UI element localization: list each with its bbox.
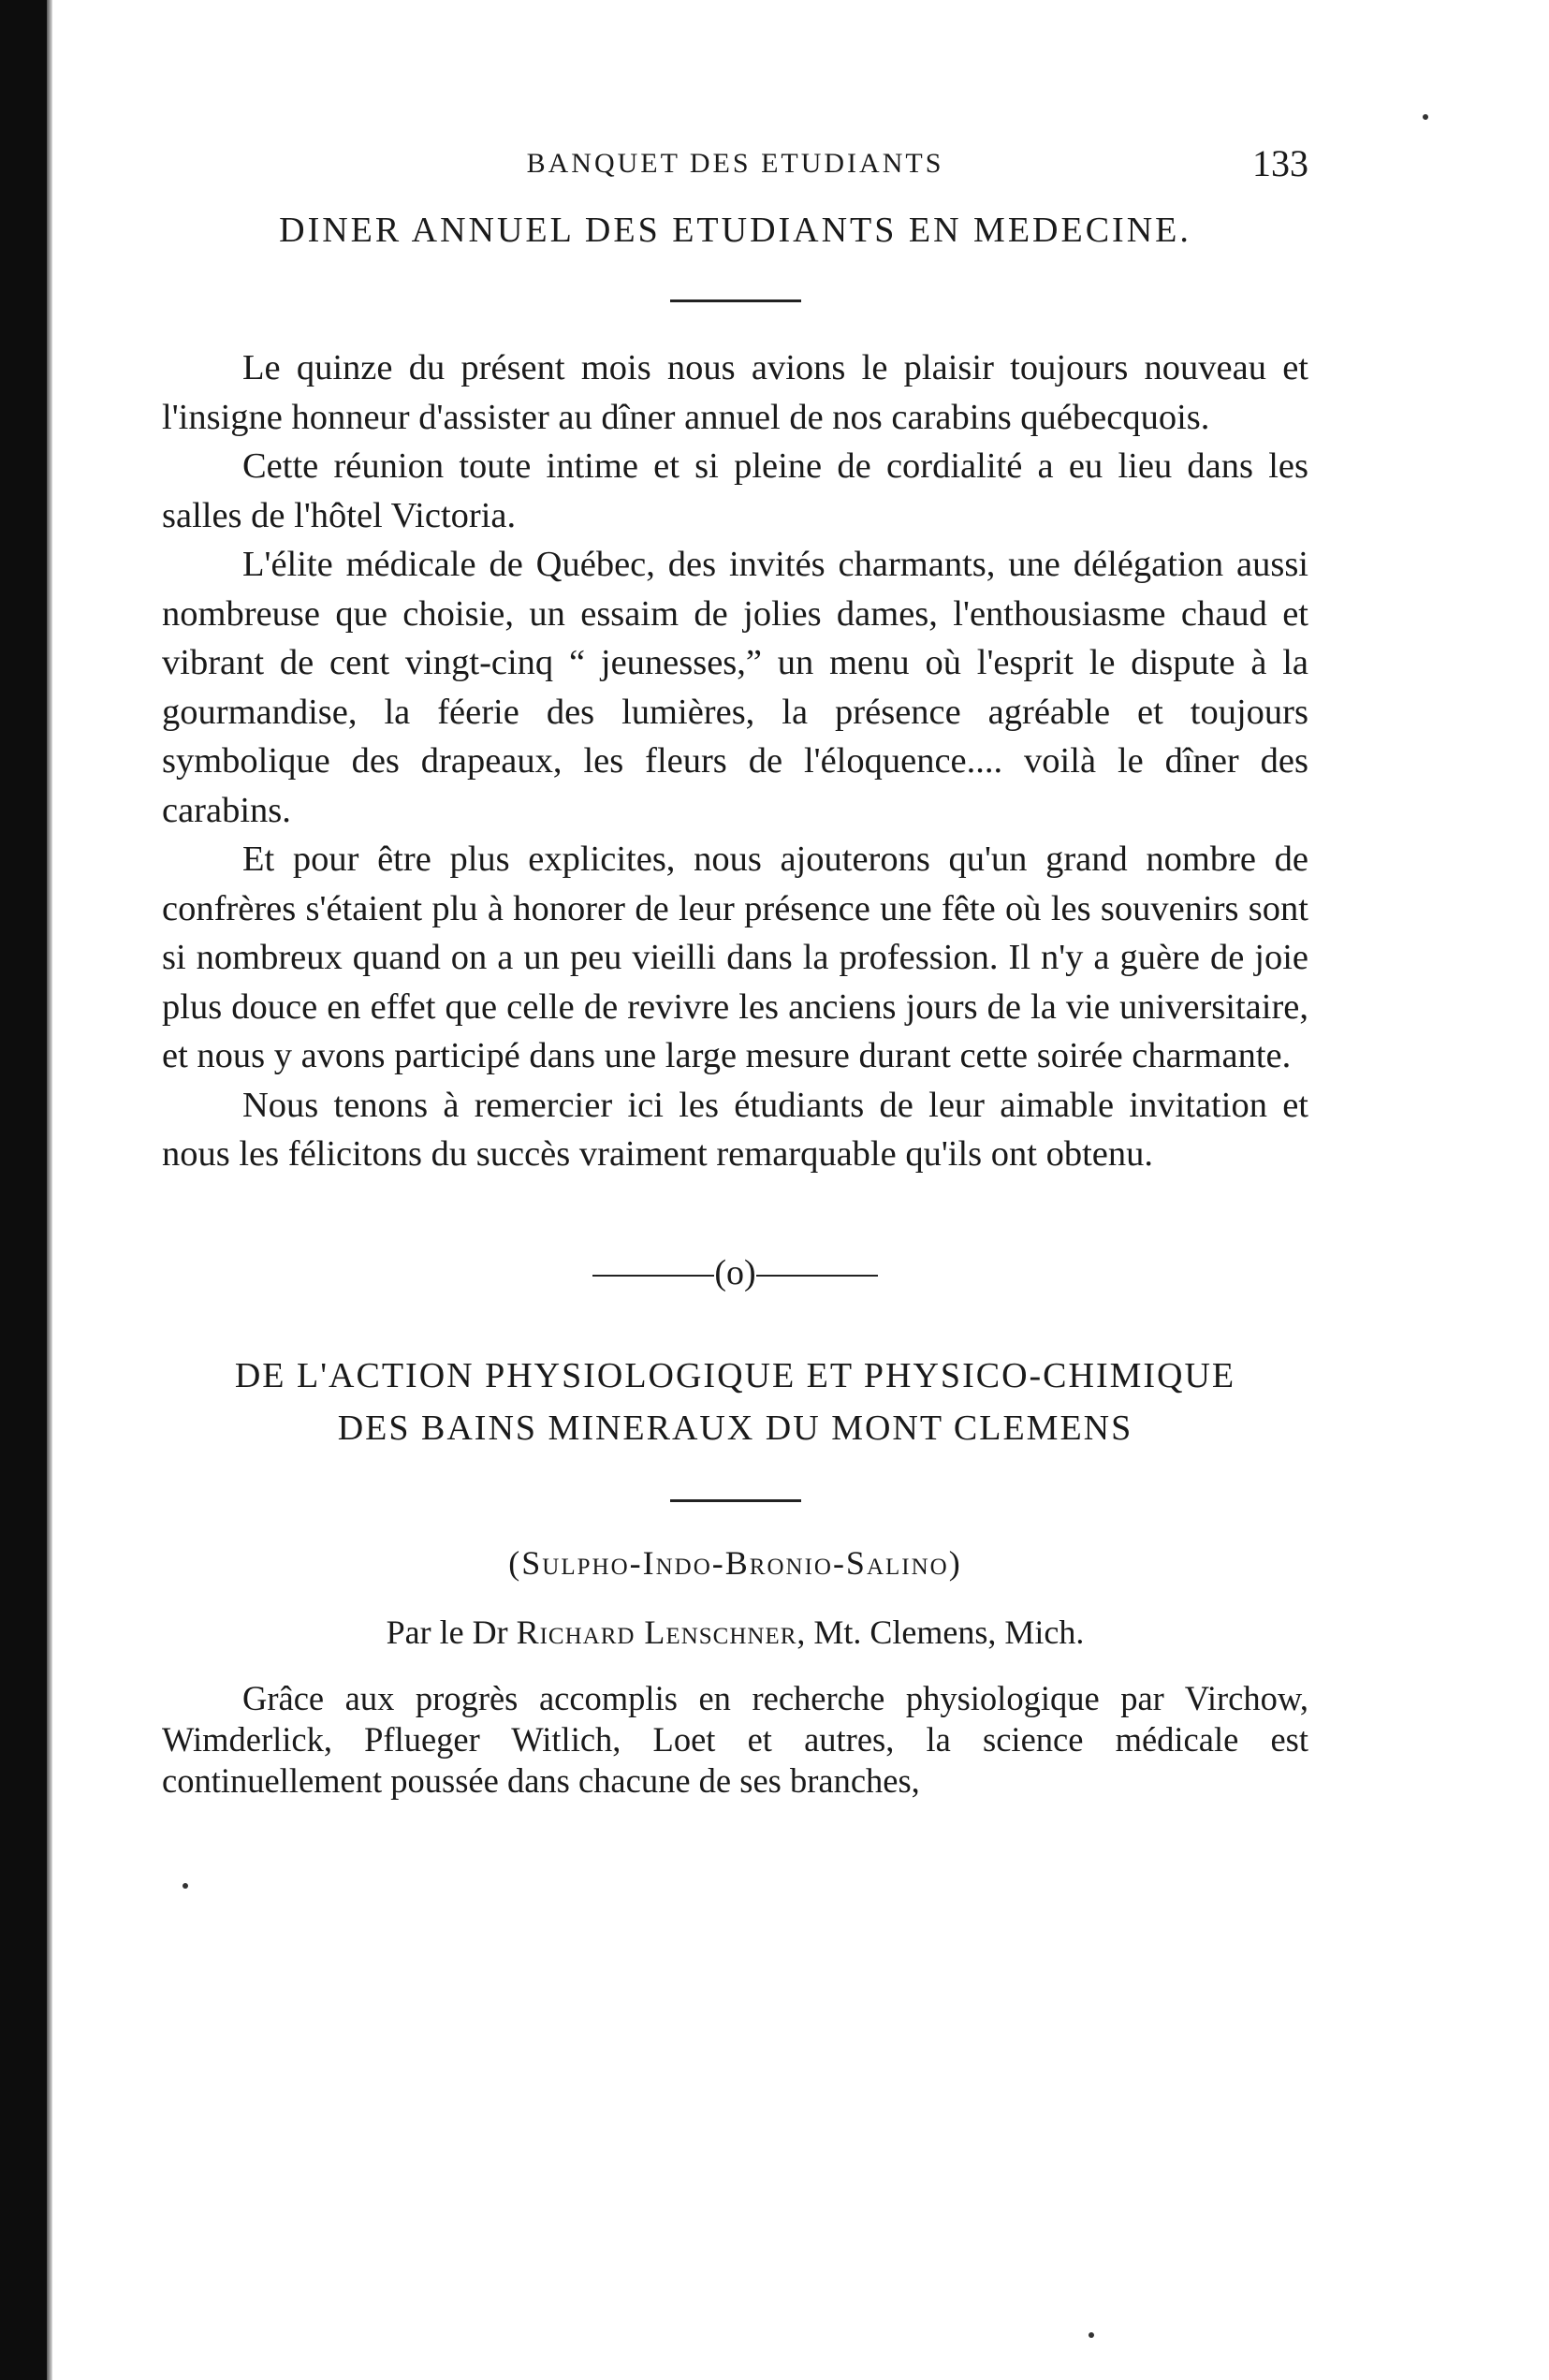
paragraph-3: L'élite médicale de Québec, des invités charmants, une délégation aussi nombreuse que choisie, un essaim de jolies dames, l'enthousiasme chaud et vibrant de cent vingt-cinq “ jeunesses,” un menu où l'esprit le dispute à la gourmandise, la féerie des lumières, la présence agréable et toujours symbolique des drapeaux, les fleurs de l'éloquence.... voilà le dîner des carabins. — [162, 545, 1308, 830]
book-page — [162, 140, 1308, 1802]
separator-mark: (o) — [714, 1252, 756, 1292]
paragraph-1: Le quinze du présent mois nous avions le plaisir toujours nouveau et l'insigne honneur d'assister au dîner annuel de nos carabins québecquois. — [162, 348, 1308, 437]
paragraph-5: Nous tenons à remercier ici les étudiants de leur aimable invitation et nous les félicitons du succès vraiment remarquable qu'ils ont obtenu. — [162, 1085, 1308, 1174]
running-head-title: BANQUET DES ETUDIANTS — [526, 148, 944, 179]
separator-dash-right — [756, 1275, 878, 1277]
article-subtitle: (Sulpho-Indo-Bronio-Salino) — [508, 1543, 962, 1582]
section-separator — [162, 1252, 1308, 1293]
title-rule — [670, 299, 801, 302]
byline-suffix: , Mt. Clemens, Mich. — [796, 1613, 1085, 1651]
article-title-line-1: DE L'ACTION PHYSIOLOGIQUE ET PHYSICO-CHIMIQUE — [234, 1355, 1236, 1395]
paragraph-4: Et pour être plus explicites, nous ajouterons qu'un grand nombre de confrères s'étaient plu à honorer de leur présence une fête où les souvenirs sont si nombreux quand on a un peu vieilli dans la profession. Il n'y a guère de joie plus douce en effet que celle de revivre les anciens jours de la vie universitaire, et nous y avons participé dans une large mesure durant cette soirée charmante. — [162, 840, 1308, 1075]
running-head — [162, 140, 1308, 187]
byline-author: Richard Lenschner — [516, 1613, 797, 1651]
print-speck — [183, 1883, 188, 1889]
section-title: DINER ANNUEL DES ETUDIANTS EN MEDECINE. — [279, 211, 1191, 250]
separator-dash-left — [592, 1275, 714, 1277]
binding-edge — [0, 0, 47, 2380]
article-title-line-2: DES BAINS MINERAUX DU MONT CLEMENS — [337, 1408, 1133, 1448]
article-byline — [162, 1613, 1308, 1652]
byline-prefix: Par le Dr — [386, 1613, 508, 1651]
article-opening-paragraph: Grâce aux progrès accomplis en recherche physiologique par Virchow, Wimderlick, Pflueger Witlich, Loet et autres, la science médicale est continuellement poussée dans chacune de ses branches, — [162, 1678, 1308, 1800]
page-number: 133 — [1252, 142, 1308, 184]
article-rule — [670, 1499, 801, 1502]
paragraph-2: Cette réunion toute intime et si pleine de cordialité a eu lieu dans les salles de l'hôtel Victoria. — [162, 446, 1308, 535]
print-speck — [1089, 2332, 1094, 2338]
print-speck — [1423, 114, 1428, 120]
